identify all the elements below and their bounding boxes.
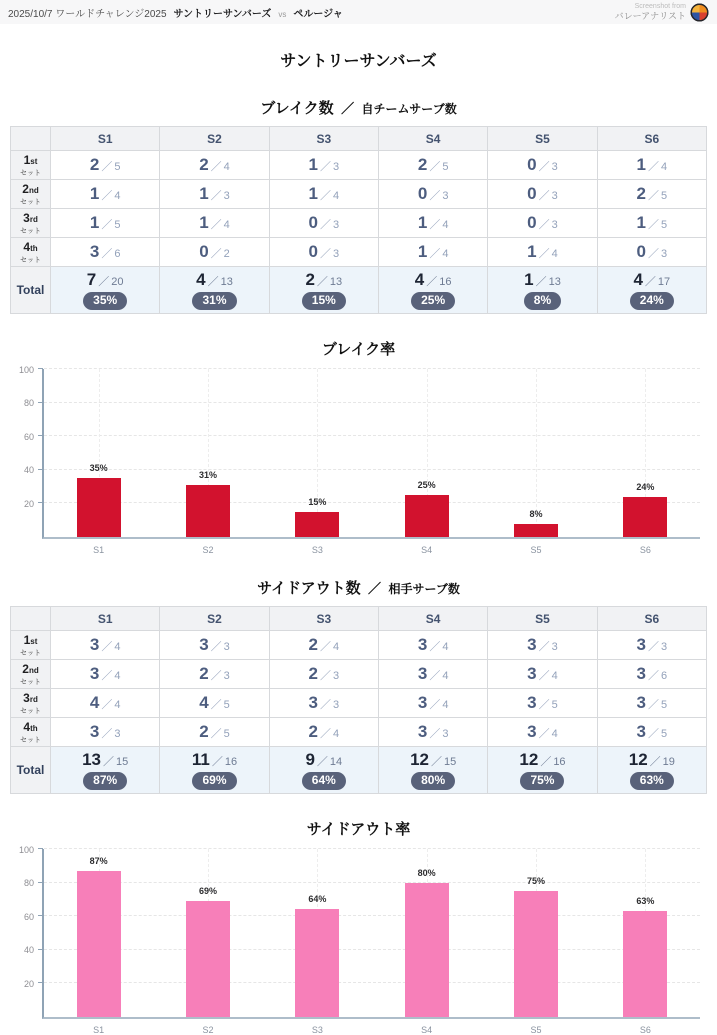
total-row-label: Total bbox=[11, 747, 51, 794]
stat-cell: 4 ／ 5 bbox=[160, 689, 269, 718]
percentage-pill: 25% bbox=[411, 292, 455, 311]
bar bbox=[623, 497, 667, 537]
total-cell: 4 ／ 13 31% bbox=[160, 267, 269, 314]
y-tick-label: 100 bbox=[18, 364, 34, 375]
break-rate-chart bbox=[0, 338, 717, 563]
y-tick-mark bbox=[38, 402, 43, 403]
total-cell: 12 ／ 15 80% bbox=[378, 747, 487, 794]
table-corner-cell bbox=[11, 607, 51, 631]
match-info bbox=[8, 5, 343, 20]
home-team-name: サントリーサンバーズ bbox=[173, 8, 272, 20]
bar-value-label: 24% bbox=[636, 481, 655, 492]
y-gridline bbox=[44, 982, 700, 983]
set-row-label: 3rd セット bbox=[11, 209, 51, 238]
stat-cell: 3 ／ 5 bbox=[597, 689, 706, 718]
set-row-label: 1st セット bbox=[11, 631, 51, 660]
x-category-label: S5 bbox=[530, 545, 542, 555]
volleyball-logo-icon bbox=[690, 3, 709, 22]
y-gridline bbox=[44, 882, 700, 883]
percentage-pill: 35% bbox=[83, 292, 127, 311]
credit-source-label: Screenshot from bbox=[634, 2, 686, 10]
set-row-label: 2nd セット bbox=[11, 660, 51, 689]
x-category-label: S3 bbox=[311, 1025, 323, 1035]
set-column-header: S4 bbox=[378, 607, 487, 631]
break-title-separator: ／ bbox=[341, 101, 355, 116]
vs-label: vs bbox=[278, 9, 287, 19]
stat-cell: 0 ／ 3 bbox=[269, 238, 378, 267]
stat-cell: 2 ／ 4 bbox=[269, 631, 378, 660]
total-cell: 11 ／ 16 69% bbox=[160, 747, 269, 794]
stat-cell: 1 ／ 4 bbox=[378, 238, 487, 267]
stat-cell: 2 ／ 4 bbox=[269, 718, 378, 747]
y-gridline bbox=[44, 848, 700, 849]
stat-cell: 2 ／ 3 bbox=[160, 660, 269, 689]
stat-cell: 3 ／ 3 bbox=[160, 631, 269, 660]
y-tick-label: 60 bbox=[23, 911, 34, 922]
set-column-header: S3 bbox=[269, 607, 378, 631]
y-tick-mark bbox=[38, 848, 43, 849]
x-category-label: S6 bbox=[639, 1025, 651, 1035]
y-tick-label: 20 bbox=[23, 498, 34, 509]
top-bar bbox=[0, 0, 717, 24]
total-cell: 2 ／ 13 15% bbox=[269, 267, 378, 314]
table-row bbox=[11, 151, 707, 180]
bar bbox=[405, 883, 449, 1017]
stat-cell: 3 ／ 3 bbox=[488, 631, 597, 660]
x-category-label: S2 bbox=[202, 545, 214, 555]
stat-cell: 3 ／ 4 bbox=[51, 660, 160, 689]
stat-cell: 2 ／ 3 bbox=[269, 660, 378, 689]
x-category-label: S4 bbox=[421, 545, 433, 555]
y-tick-mark bbox=[38, 435, 43, 436]
x-category-label: S4 bbox=[421, 1025, 433, 1035]
percentage-pill: 15% bbox=[302, 292, 346, 311]
x-category-label: S3 bbox=[311, 545, 323, 555]
set-column-header: S1 bbox=[51, 607, 160, 631]
y-gridline bbox=[44, 502, 700, 503]
set-column-header: S3 bbox=[269, 127, 378, 151]
stat-cell: 0 ／ 2 bbox=[160, 238, 269, 267]
stat-cell: 3 ／ 3 bbox=[269, 689, 378, 718]
stat-cell: 0 ／ 3 bbox=[269, 209, 378, 238]
break-stats-table bbox=[10, 126, 707, 314]
sideout-title-main: サイドアウト数 bbox=[257, 580, 361, 597]
stat-cell: 1 ／ 4 bbox=[269, 180, 378, 209]
y-tick-mark bbox=[38, 502, 43, 503]
bar bbox=[623, 911, 667, 1017]
stat-cell: 3 ／ 6 bbox=[597, 660, 706, 689]
table-row bbox=[11, 180, 707, 209]
total-cell: 9 ／ 14 64% bbox=[269, 747, 378, 794]
stat-cell: 2 ／ 4 bbox=[160, 151, 269, 180]
break-title-main: ブレイク数 bbox=[260, 100, 334, 117]
table-row bbox=[11, 631, 707, 660]
bar-value-label: 15% bbox=[308, 496, 327, 507]
event-date-name: 2025/10/7 ワールドチャレンジ2025 bbox=[8, 8, 167, 20]
stat-cell: 3 ／ 4 bbox=[378, 689, 487, 718]
bar-value-label: 31% bbox=[198, 469, 218, 480]
stat-cell: 2 ／ 5 bbox=[160, 718, 269, 747]
set-row-label: 2nd セット bbox=[11, 180, 51, 209]
sideout-chart-plot-area bbox=[18, 844, 700, 1035]
table-row bbox=[11, 689, 707, 718]
away-team-name: ペルージャ bbox=[293, 8, 343, 20]
bar bbox=[405, 495, 449, 537]
total-row-label: Total bbox=[11, 267, 51, 314]
stat-cell: 1 ／ 4 bbox=[488, 238, 597, 267]
set-column-header: S2 bbox=[160, 607, 269, 631]
stat-cell: 0 ／ 3 bbox=[597, 238, 706, 267]
set-row-label: 1st セット bbox=[11, 151, 51, 180]
sideout-table-title bbox=[0, 577, 717, 598]
sideout-title-sub: 相手サーブ数 bbox=[388, 582, 460, 596]
table-row bbox=[11, 209, 707, 238]
bar-value-label: 69% bbox=[198, 886, 218, 897]
y-tick-mark bbox=[38, 949, 43, 950]
y-gridline bbox=[44, 949, 700, 950]
credit-text bbox=[615, 2, 686, 23]
stat-cell: 2 ／ 5 bbox=[378, 151, 487, 180]
stat-cell: 1 ／ 4 bbox=[160, 209, 269, 238]
bar bbox=[77, 478, 121, 537]
set-column-header: S5 bbox=[488, 127, 597, 151]
y-gridline bbox=[44, 435, 700, 436]
sideout-chart-title: サイドアウト率 bbox=[306, 821, 411, 838]
total-row bbox=[11, 267, 707, 314]
y-tick-mark bbox=[38, 982, 43, 983]
credit-app-name: バレーアナリスト bbox=[614, 10, 686, 21]
y-gridline bbox=[44, 402, 700, 403]
x-category-label: S6 bbox=[639, 545, 651, 555]
percentage-pill: 63% bbox=[630, 772, 674, 791]
total-cell: 13 ／ 15 87% bbox=[51, 747, 160, 794]
y-gridline bbox=[44, 368, 700, 369]
stat-cell: 3 ／ 3 bbox=[51, 718, 160, 747]
y-tick-label: 80 bbox=[23, 398, 34, 409]
bar-value-label: 80% bbox=[417, 867, 436, 878]
percentage-pill: 87% bbox=[83, 772, 127, 791]
credit-block bbox=[615, 2, 709, 23]
set-row-label: 3rd セット bbox=[11, 689, 51, 718]
bar-value-label: 35% bbox=[89, 463, 108, 474]
set-row-label: 4th セット bbox=[11, 238, 51, 267]
y-tick-mark bbox=[38, 882, 43, 883]
percentage-pill: 64% bbox=[302, 772, 346, 791]
stat-cell: 1 ／ 4 bbox=[378, 209, 487, 238]
stat-cell: 3 ／ 6 bbox=[51, 238, 160, 267]
table-row bbox=[11, 660, 707, 689]
percentage-pill: 75% bbox=[520, 772, 564, 791]
stat-cell: 0 ／ 3 bbox=[488, 151, 597, 180]
total-cell: 12 ／ 19 63% bbox=[597, 747, 706, 794]
x-category-label: S1 bbox=[93, 545, 105, 555]
bar-value-label: 64% bbox=[308, 894, 327, 905]
total-cell: 4 ／ 16 25% bbox=[378, 267, 487, 314]
y-tick-mark bbox=[38, 368, 43, 369]
table-row bbox=[11, 718, 707, 747]
total-row bbox=[11, 747, 707, 794]
page-title: サントリーサンバーズ bbox=[280, 53, 437, 70]
stat-cell: 3 ／ 3 bbox=[378, 718, 487, 747]
stat-cell: 1 ／ 3 bbox=[269, 151, 378, 180]
percentage-pill: 24% bbox=[630, 292, 674, 311]
bar-value-label: 63% bbox=[636, 896, 655, 907]
stat-cell: 2 ／ 5 bbox=[51, 151, 160, 180]
total-cell: 7 ／ 20 35% bbox=[51, 267, 160, 314]
total-cell: 4 ／ 17 24% bbox=[597, 267, 706, 314]
bar-value-label: 8% bbox=[529, 508, 543, 519]
stat-cell: 1 ／ 3 bbox=[160, 180, 269, 209]
stat-cell: 3 ／ 4 bbox=[51, 631, 160, 660]
bar-value-label: 87% bbox=[89, 855, 108, 866]
stat-cell: 0 ／ 3 bbox=[488, 209, 597, 238]
y-tick-label: 100 bbox=[18, 844, 34, 855]
break-title-sub: 自チームサーブ数 bbox=[361, 102, 457, 116]
sideout-stats-table bbox=[10, 606, 707, 794]
bar-value-label: 75% bbox=[526, 876, 546, 886]
bar bbox=[514, 524, 558, 537]
bar bbox=[295, 512, 339, 537]
total-cell: 12 ／ 16 75% bbox=[488, 747, 597, 794]
set-column-header: S6 bbox=[597, 127, 706, 151]
set-column-header: S2 bbox=[160, 127, 269, 151]
total-cell: 1 ／ 13 8% bbox=[488, 267, 597, 314]
stat-cell: 3 ／ 5 bbox=[597, 718, 706, 747]
stat-cell: 4 ／ 4 bbox=[51, 689, 160, 718]
break-table-title bbox=[0, 97, 717, 118]
y-tick-mark bbox=[38, 469, 43, 470]
percentage-pill: 8% bbox=[524, 292, 561, 311]
x-category-label: S5 bbox=[530, 1025, 542, 1035]
y-tick-label: 40 bbox=[23, 465, 34, 476]
percentage-pill: 31% bbox=[192, 292, 236, 311]
stat-cell: 3 ／ 3 bbox=[597, 631, 706, 660]
x-category-label: S1 bbox=[93, 1025, 105, 1035]
sideout-title-separator: ／ bbox=[368, 581, 382, 596]
set-row-label: 4th セット bbox=[11, 718, 51, 747]
stat-cell: 3 ／ 4 bbox=[378, 631, 487, 660]
y-tick-label: 40 bbox=[23, 945, 34, 956]
table-corner-cell bbox=[11, 127, 51, 151]
break-chart-plot-area bbox=[18, 364, 700, 555]
stat-cell: 0 ／ 3 bbox=[378, 180, 487, 209]
stat-cell: 2 ／ 5 bbox=[597, 180, 706, 209]
percentage-pill: 69% bbox=[192, 772, 236, 791]
stat-cell: 1 ／ 4 bbox=[51, 180, 160, 209]
bar bbox=[77, 871, 121, 1017]
x-category-label: S2 bbox=[202, 1025, 214, 1035]
stat-cell: 3 ／ 5 bbox=[488, 689, 597, 718]
y-tick-mark bbox=[38, 915, 43, 916]
y-gridline bbox=[44, 469, 700, 470]
break-chart-title: ブレイク率 bbox=[321, 341, 396, 358]
bar bbox=[186, 901, 230, 1017]
y-tick-label: 20 bbox=[23, 978, 34, 989]
stat-cell: 1 ／ 5 bbox=[597, 209, 706, 238]
stat-cell: 0 ／ 3 bbox=[488, 180, 597, 209]
stat-cell: 3 ／ 4 bbox=[488, 718, 597, 747]
set-column-header: S6 bbox=[597, 607, 706, 631]
sideout-rate-chart bbox=[0, 818, 717, 1035]
stat-cell: 3 ／ 4 bbox=[488, 660, 597, 689]
stat-cell: 3 ／ 4 bbox=[378, 660, 487, 689]
table-row bbox=[11, 238, 707, 267]
set-column-header: S1 bbox=[51, 127, 160, 151]
y-tick-label: 60 bbox=[23, 431, 34, 442]
y-tick-label: 80 bbox=[23, 878, 34, 889]
stat-cell: 1 ／ 5 bbox=[51, 209, 160, 238]
set-column-header: S5 bbox=[488, 607, 597, 631]
set-column-header: S4 bbox=[378, 127, 487, 151]
percentage-pill: 80% bbox=[411, 772, 455, 791]
bar-value-label: 25% bbox=[417, 480, 436, 490]
bar bbox=[514, 891, 558, 1017]
bar bbox=[295, 909, 339, 1017]
bar bbox=[186, 485, 230, 537]
y-gridline bbox=[44, 915, 700, 916]
stat-cell: 1 ／ 4 bbox=[597, 151, 706, 180]
